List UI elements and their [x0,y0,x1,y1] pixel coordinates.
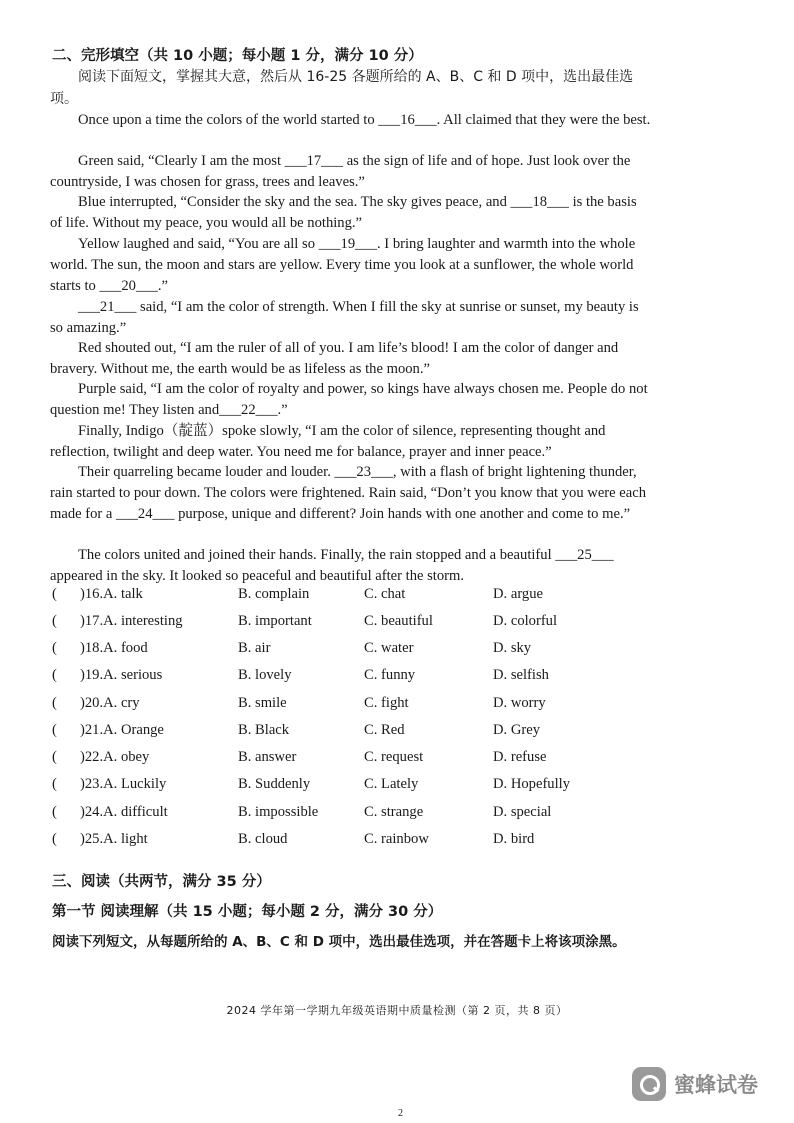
watermark-text: 蜜蜂试卷 [674,1073,758,1097]
option-a: )21.A. Orange [80,722,164,738]
passage-paragraph-10: The colors united and joined their hands. Finally, the rain stopped and a beautiful ___25___ appeared in the sky. It looked so peaceful and beautiful after the storm. [50,547,614,584]
option-d: D. selfish [493,667,549,683]
option-b: B. impossible [238,804,319,820]
search-magnifier-icon [632,1067,666,1101]
passage-paragraph-8: Finally, Indigo（靛蓝）spoke slowly, “I am the color of silence, representing thought and reflection, twilight and deep water. You need me for balance, prayer and inner peace.” [50,423,606,460]
option-b: B. smile [238,695,287,711]
option-c: C. Lately [364,776,419,792]
section-3-sub-heading: 第一节 阅读理解（共 15 小题；每小题 2 分，满分 30 分） [52,904,443,920]
answer-bracket[interactable]: ( [52,640,57,656]
option-c: C. fight [364,695,409,711]
option-a: )18.A. food [80,640,148,656]
option-c: C. strange [364,804,424,820]
option-a: )25.A. light [80,831,148,847]
passage-paragraph-7: Purple said, “I am the color of royalty and power, so kings have always chosen me. People do not question me! They listen and___22___.” [50,381,648,418]
passage-paragraph-9: Their quarreling became louder and louder. ___23___, with a flash of bright lightening thunder, rain started to pour down. The colors were frightened. Rain said, “Don’t you know that you were each made for a ___24___ purpose, unique and different? Join hands with one another and come to me.” [50,464,647,522]
section-2-instruction: 阅读下面短文，掌握其大意，然后从 16-25 各题所给的 A、B、C 和 D 项中，选出最佳选项。 [50,69,634,107]
option-a: )23.A. Luckily [80,776,167,792]
option-d: D. Grey [493,722,541,738]
section-2-heading: 二、完形填空（共 10 小题；每小题 1 分，满分 10 分） [52,48,423,64]
question-row [52,804,652,826]
answer-bracket[interactable]: ( [52,722,57,738]
option-c: C. water [364,640,414,656]
question-row [52,749,652,771]
option-a: )19.A. serious [80,667,163,683]
section-3-instruction: 阅读下列短文，从每题所给的 A、B、C 和 D 项中，选出最佳选项，并在答题卡上将该项涂黑。 [52,934,626,950]
question-row [52,667,652,689]
answer-bracket[interactable]: ( [52,804,57,820]
option-a: )24.A. difficult [80,804,168,820]
option-b: B. important [238,613,312,629]
option-d: D. special [493,804,552,820]
option-c: C. request [364,749,424,765]
option-b: B. cloud [238,831,288,847]
passage-paragraph-2: Green said, “Clearly I am the most ___17___ as the sign of life and of hope. Just look over the countryside, I was chosen for grass, trees and leaves.” [50,153,631,190]
question-row [52,695,652,717]
option-c: C. Red [364,722,405,738]
question-row [52,831,652,853]
option-a: )20.A. cry [80,695,140,711]
option-c: C. chat [364,586,406,602]
option-b: B. air [238,640,271,656]
option-d: D. refuse [493,749,547,765]
option-d: D. colorful [493,613,558,629]
option-c: C. rainbow [364,831,429,847]
answer-bracket[interactable]: ( [52,667,57,683]
page-footer: 2024 学年第一学期九年级英语期中质量检测（第 2 页，共 8 页） [226,1004,568,1017]
section-3-heading: 三、阅读（共两节，满分 35 分） [52,874,271,890]
watermark [632,1064,758,1104]
passage-paragraph-1: Once upon a time the colors of the world started to ___16___. All claimed that they were the best. [78,112,651,128]
option-c: C. funny [364,667,416,683]
passage-paragraph-4: Yellow laughed and said, “You are all so ___19___. I bring laughter and warmth into the whole world. The sun, the moon and stars are yellow. Every time you look at a sunflower, the whole world starts to ___20___.” [50,236,636,294]
option-d: D. argue [493,586,543,602]
passage-paragraph-3: Blue interrupted, “Consider the sky and the sea. The sky gives peace, and ___18___ is the basis of life. Without my peace, you would all be nothing.” [50,194,637,231]
option-d: D. bird [493,831,535,847]
question-row [52,640,652,662]
option-a: )17.A. interesting [80,613,183,629]
passage-paragraph-6: Red shouted out, “I am the ruler of all of you. I am life’s blood! I am the color of danger and bravery. Without me, the earth would be as lifeless as the moon.” [50,340,619,377]
answer-bracket[interactable]: ( [52,831,57,847]
answer-bracket[interactable]: ( [52,776,57,792]
option-d: D. Hopefully [493,776,571,792]
option-b: B. lovely [238,667,292,683]
answer-bracket[interactable]: ( [52,749,57,765]
answer-bracket[interactable]: ( [52,613,57,629]
answer-bracket[interactable]: ( [52,586,57,602]
option-a: )22.A. obey [80,749,150,765]
option-b: B. complain [238,586,310,602]
option-a: )16.A. talk [80,586,143,602]
answer-bracket[interactable]: ( [52,695,57,711]
passage-paragraph-5: ___21___ said, “I am the color of strength. When I fill the sky at sunrise or sunset, my beauty is so amazing.” [50,299,639,336]
question-row [52,776,652,798]
page-number: 2 [398,1108,403,1119]
question-row [52,586,652,608]
option-b: B. answer [238,749,297,765]
option-c: C. beautiful [364,613,433,629]
option-d: D. worry [493,695,546,711]
question-row [52,722,652,744]
option-b: B. Black [238,722,290,738]
option-d: D. sky [493,640,532,656]
question-row [52,613,652,635]
option-b: B. Suddenly [238,776,311,792]
